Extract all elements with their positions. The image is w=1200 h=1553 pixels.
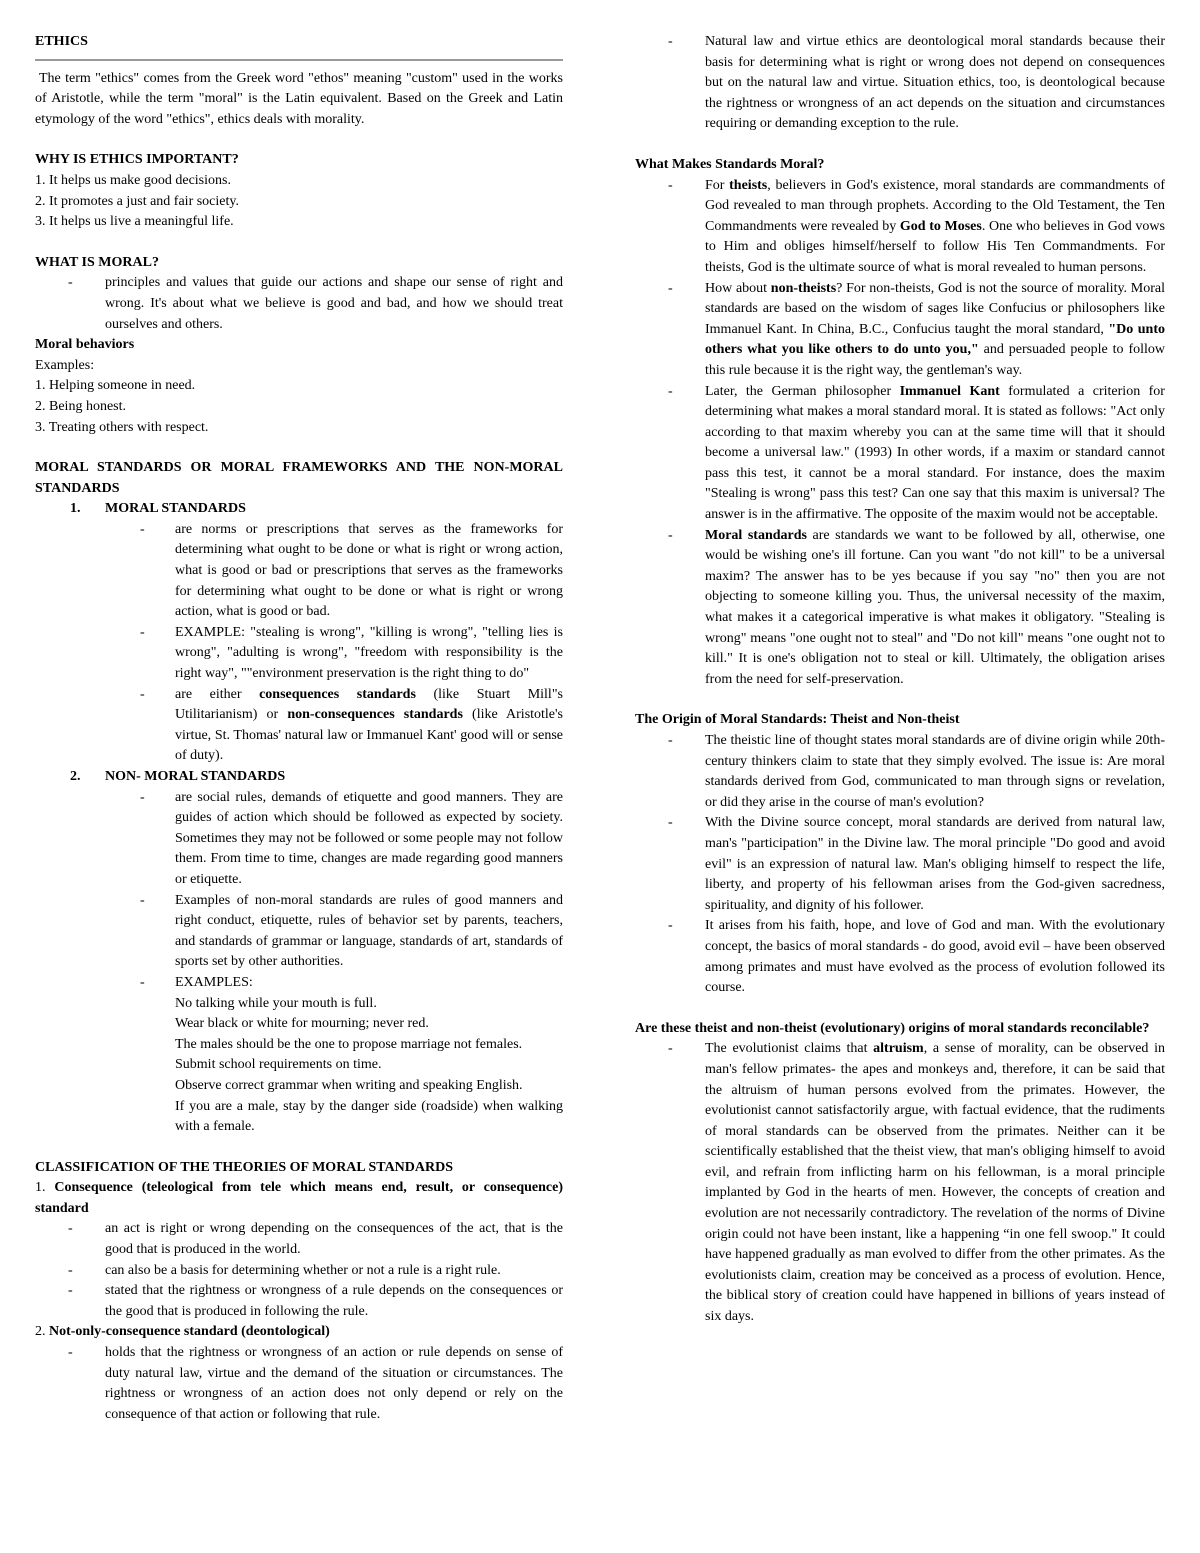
list-item: - With the Divine source concept, moral standards are derived from natural law, man's "participation" in the Divine law. The moral principle "Do good and avoid evil" is an expression of natural law. Man's obliging himself to respect the life, liberty, and property of his fellowman arises from the God-given sacredness, spirituality, and dignity of his follower. bbox=[635, 813, 1165, 916]
example-item: 1. Helping someone in need. bbox=[35, 378, 196, 394]
what-list bbox=[35, 273, 563, 335]
consequence-list bbox=[35, 1219, 563, 1322]
moral-standards-list bbox=[35, 520, 563, 767]
item-number: 1. bbox=[70, 501, 81, 517]
non-moral-standards-item bbox=[35, 767, 563, 788]
example-item: 2. Being honest. bbox=[35, 398, 126, 414]
list-item: - The evolutionist claims that altruism, a sense of morality, can be observed in man's fellow primates- the apes and monkeys and, therefore, it can be said that the altruism of human persons evolved from the primates. However, the evolutionist cannot satisfactorily argue, with factual evidence, that the rudiments of moral standards can be observed from the primates. Neither can it be scientifically established that the theist view, that man's obliging himself to avoid evil, and refrain from inflicting harm on his fellowman, is a moral principle implanted by God in the hearts of men. However, the concepts of creation and evolution are not necessarily contradictory. The revelation of the norms of Divine origin could not have been instant, like a happening “in one fell swoop." It could have happened gradually as man evolved to differ from the other primates. As the evolutionists claim, creation may be conceived as a process of evolution. Hence, the biblical story of creation could have happened in billions of years instead of six days. bbox=[635, 1039, 1165, 1327]
non-moral-example: Observe correct grammar when writing and speaking English. bbox=[175, 1077, 523, 1093]
moral-standards-label: MORAL STANDARDS bbox=[105, 501, 246, 517]
example-item: 3. Treating others with respect. bbox=[35, 419, 209, 435]
origin-heading: The Origin of Moral Standards: Theist and Non-theist bbox=[635, 712, 960, 728]
list-item: - For theists, believers in God's existence, moral standards are commandments of God revealed to man through prophets. According to the Old Testament, the Ten Commandments were revealed by God to Moses. One who believes in God vows to Him and obliges himself/herself to follow His Ten Commandments. For theists, God is the ultimate source of what is moral revealed to human persons. bbox=[635, 176, 1165, 279]
list-item: - How about non-theists? For non-theists, God is not the source of morality. Moral standards are based on the wisdom of sages like Confucius or philosophers like Immanuel Kant. In China, B.C., Confucius taught the moral standard, "Do unto others what you like others to do unto you," and persuaded people to follow this rule because it is the right way, the gentleman's way. bbox=[635, 279, 1165, 382]
what-makes-moral-list bbox=[635, 176, 1165, 691]
list-item: - Moral standards are standards we want to be followed by all, otherwise, one would be wishing one's ill fortune. Can you want "do not kill" to be a universal maxim? The answer has to be yes because if you say "no" then you are not objecting to someone killing you. Thus, the universal necessity of the maxim, what makes it a categorical imperative is what makes it obligatory. "Stealing is wrong" means "one ought not to steal" and "Do not kill" means "one ought not to kill." It is one's obligation not to steal or kill. Ultimately, the obligation arises from the need for self-preservation. bbox=[635, 526, 1165, 691]
list-item: - are norms or prescriptions that serves as the frameworks for determining what ought to be done or what is right or wrong action, what is good or bad or prescriptions that serves as the frameworks for determining what ought to be done or what is right or wrong action, what is good or bad. bbox=[35, 520, 563, 623]
moral-behaviors-label: Moral behaviors bbox=[35, 337, 135, 353]
list-item: - Examples of non-moral standards are rules of good manners and right conduct, etiquette, rules of behavior set by parents, teachers, and standards of grammar or language, standards of art, standards of sports set by other authorities. bbox=[35, 891, 563, 973]
non-moral-example: No talking while your mouth is full. bbox=[175, 995, 377, 1011]
standards-heading: MORAL STANDARDS OR MORAL FRAMEWORKS AND THE NON-MORAL STANDARDS bbox=[35, 460, 563, 496]
deontological-list bbox=[35, 1343, 563, 1425]
item-number: 2. bbox=[70, 769, 81, 784]
list-item: - It arises from his faith, hope, and love of God and man. With the evolutionary concept, the basics of moral standards - do good, avoid evil – have been observed among primates and must have evolved as the process of evolution followed its course. bbox=[635, 916, 1165, 998]
list-item: - are either consequences standards (like Stuart Mill"s Utilitarianism) or non-consequences standards (like Aristotle's virtue, St. Thomas' natural law or Immanuel Kant' good will or sense of duty). bbox=[35, 685, 563, 767]
list-item: - EXAMPLES: bbox=[35, 973, 563, 994]
right-column bbox=[635, 32, 1165, 1328]
list-item: - holds that the rightness or wrongness of an action or rule depends on sense of duty natural law, virtue and the demand of the situation or circumstances. The rightness or wrongness of an action does not only depend or rely on the consequence of that action or following that rule. bbox=[35, 1343, 563, 1425]
what-heading: WHAT IS MORAL? bbox=[35, 254, 159, 270]
non-moral-standards-label: NON- MORAL STANDARDS bbox=[105, 769, 286, 784]
list-item: - an act is right or wrong depending on the consequences of the act, that is the good that is produced in the world. bbox=[35, 1219, 563, 1260]
non-moral-standards-list bbox=[35, 788, 563, 994]
reconcile-list bbox=[635, 1039, 1165, 1327]
list-item: - EXAMPLE: "stealing is wrong", "killing is wrong", "telling lies is wrong", "adulting is wrong", "freedom with responsibility is the right way", ""environment preservation is the right thing to do" bbox=[35, 623, 563, 685]
consequence-standard-label: 1. Consequence (teleological from tele which means end, result, or consequence) standard bbox=[35, 1180, 564, 1216]
list-item: - Natural law and virtue ethics are deontological moral standards because their basis for determining what is right or wrong does not depend on consequences but on the natural law and virtue. Situation ethics, too, is deontological because the rightness or wrongness of an act depends on the situation and circumstances requiring or demanding exception to the rule. bbox=[635, 32, 1165, 135]
list-item: - can also be a basis for determining whether or not a rule is a right rule. bbox=[35, 1261, 563, 1282]
moral-standards-item bbox=[35, 499, 563, 520]
natural-law-list bbox=[635, 32, 1165, 135]
why-item: 2. It promotes a just and fair society. bbox=[35, 193, 239, 209]
what-bullet: - principles and values that guide our actions and shape our sense of right and wrong. It's about what we believe is good and bad, and how we should treat ourselves and others. bbox=[35, 273, 563, 335]
intro-paragraph: The term "ethics" comes from the Greek word "ethos" meaning "custom" used in the works of Aristotle, while the term "moral" is the Latin equivalent. Based on the Greek and Latin etymology of the word "ethics", ethics deals with morality. bbox=[35, 70, 563, 127]
what-makes-moral-heading: What Makes Standards Moral? bbox=[635, 156, 825, 172]
non-moral-example: If you are a male, stay by the danger side (roadside) when walking with a female. bbox=[175, 1098, 563, 1135]
why-item: 3. It helps us live a meaningful life. bbox=[35, 214, 234, 230]
examples-label: Examples: bbox=[35, 357, 95, 373]
left-column bbox=[35, 32, 563, 1425]
page-title: ETHICS bbox=[35, 34, 88, 49]
title-divider bbox=[35, 59, 563, 61]
non-moral-example: Submit school requirements on time. bbox=[175, 1057, 382, 1073]
why-heading: WHY IS ETHICS IMPORTANT? bbox=[35, 152, 239, 168]
classification-heading: CLASSIFICATION OF THE THEORIES OF MORAL STANDARDS bbox=[35, 1159, 454, 1175]
why-item: 1. It helps us make good decisions. bbox=[35, 172, 231, 188]
origin-list bbox=[635, 731, 1165, 999]
non-moral-example: The males should be the one to propose marriage not females. bbox=[175, 1036, 523, 1052]
non-moral-example: Wear black or white for mourning; never red. bbox=[175, 1016, 429, 1032]
deontological-standard-label: 2. Not-only-consequence standard (deontological) bbox=[35, 1324, 330, 1340]
list-item: - stated that the rightness or wrongness of a rule depends on the consequences or the good that is produced in following the rule. bbox=[35, 1281, 563, 1322]
list-item: - The theistic line of thought states moral standards are of divine origin while 20th-century thinkers claim to state that they simply evolved. The issue is: Are moral standards derived from God, communicated to man through signs or revelation, or did they arise in the course of man's evolution? bbox=[635, 731, 1165, 813]
reconcile-heading: Are these theist and non-theist (evolutionary) origins of moral standards reconcilable? bbox=[635, 1020, 1150, 1036]
list-item: - are social rules, demands of etiquette and good manners. They are guides of action which should be followed as expected by society. Sometimes they may not be followed or some people may not follow them. From time to time, changes are made regarding good manners or etiquette. bbox=[35, 788, 563, 891]
list-item: - Later, the German philosopher Immanuel Kant formulated a criterion for determining what makes a moral standard moral. It is stated as follows: "Act only according to that maxim whereby you can at the same time will that it should become a universal law." (1993) In other words, if a maxim or standard cannot pass this test, it cannot be a moral standard. For instance, does the maxim "Stealing is wrong" pass this test? Can one say that this maxim is universal? The answer is in the affirmative. The opposite of the maxim would not be acceptable. bbox=[635, 382, 1165, 526]
